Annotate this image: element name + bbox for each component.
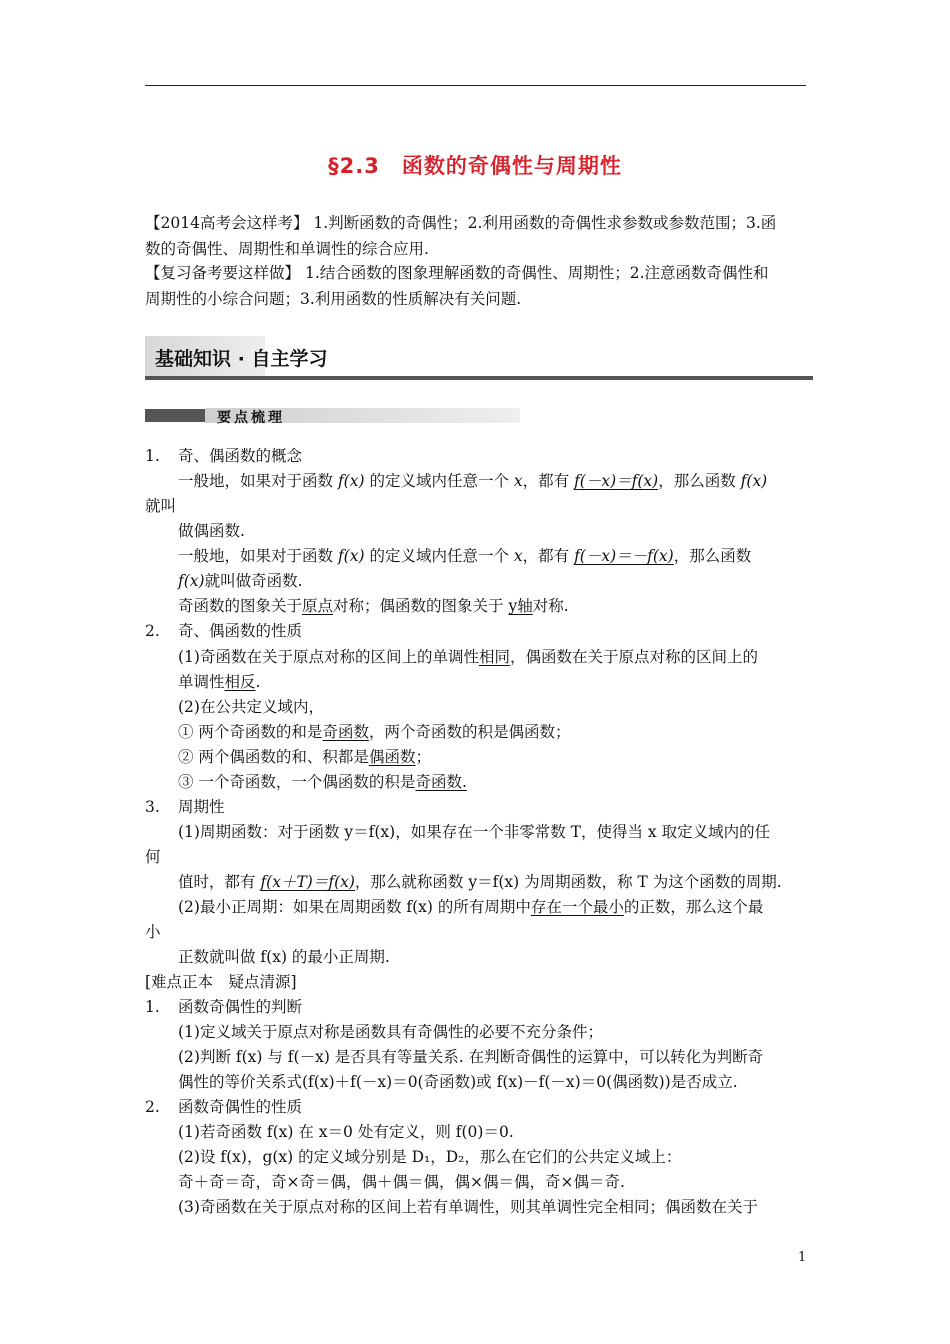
point-2-title: 奇、偶函数的性质 — [178, 622, 303, 640]
point-1-number: 1. — [145, 447, 160, 465]
difficulty-2-line-2: (2)设 f(x)，g(x) 的定义域分别是 D₁，D₂，那么在它们的公共定义域上： — [178, 1148, 682, 1166]
point-3-line-3 — [178, 871, 782, 893]
point-2-line-1 — [178, 646, 758, 668]
point-3-line-2: 何 — [145, 848, 161, 866]
point-3-number: 3. — [145, 798, 160, 816]
page-number: 1 — [798, 1250, 807, 1265]
difficulty-1-title: 函数奇偶性的判断 — [178, 998, 303, 1016]
point-1-line-1 — [178, 470, 767, 492]
band-rule — [145, 376, 813, 380]
review-text-2: 周期性的小综合问题；3.利用函数的性质解决有关问题. — [145, 290, 522, 308]
underlined-answer: 原点 — [302, 597, 334, 615]
difficulty-1-line-2: (2)判断 f(x) 与 f(－x) 是否具有等量关系. 在判断奇偶性的运算中，可以转化为判断奇 — [178, 1048, 764, 1066]
difficulty-1-line-3: 偶性的等价关系式(f(x)＋f(－x)＝0(奇函数)或 f(x)－f(－x)＝0(偶函数))是否成立. — [178, 1073, 738, 1091]
underlined-answer: 偶函数 — [368, 748, 416, 766]
underlined-answer: f(－x)＝－f(x) — [574, 547, 674, 565]
underlined-answer: 相反 — [224, 673, 256, 691]
underlined-answer: f(x＋T)＝f(x) — [260, 873, 355, 891]
underlined-answer: f(－x)＝f(x) — [574, 472, 659, 490]
point-1-line-2: 就叫 — [145, 497, 177, 515]
point-2-line-6 — [178, 771, 467, 793]
exam-label: 【2014高考会这样考】 — [145, 214, 309, 232]
difficulty-2-line-3: 奇＋奇＝奇，奇×奇＝偶，偶＋偶＝偶，偶×偶＝偶，奇×偶＝奇. — [178, 1173, 625, 1191]
point-2-line-5 — [178, 746, 431, 768]
text: 就叫做奇函数. — [204, 572, 303, 590]
text: (1)奇函数在关于原点对称的区间上的单调性 — [178, 648, 479, 666]
point-3-line-5: 小 — [145, 923, 161, 941]
point-1-line-6 — [178, 595, 569, 617]
text: ，偶函数在关于原点对称的区间上的 — [509, 648, 758, 666]
point-2-number: 2. — [145, 622, 160, 640]
text: 奇函数的图象关于 — [178, 597, 303, 615]
text: 的定义域内任意一个 — [364, 472, 514, 490]
text: ，那么就称函数 y＝f(x) 为周期函数，称 T 为这个函数的周期. — [354, 873, 782, 891]
text: 一般地，如果对于函数 — [178, 547, 338, 565]
difficulty-1-line-1: (1)定义域关于原点对称是函数具有奇偶性的必要不充分条件； — [178, 1023, 603, 1041]
math: f(x) — [740, 472, 768, 490]
math: x — [513, 472, 523, 490]
underlined-answer: 相同 — [478, 648, 510, 666]
review-paragraph-line-1 — [145, 262, 769, 284]
text: ③ 一个奇函数，一个偶函数的积是 — [178, 773, 416, 791]
text: (2)最小正周期：如果在周期函数 f(x) 的所有周期中 — [178, 898, 531, 916]
exam-text-1: 1.判断函数的奇偶性；2.利用函数的奇偶性求参数或参数范围；3.函 — [313, 214, 777, 232]
point-3-line-4 — [178, 896, 763, 918]
sub-band — [145, 407, 520, 424]
point-1-line-3: 做偶函数. — [178, 522, 245, 540]
difficulty-2-line-4: (3)奇函数在关于原点对称的区间上若有单调性，则其单调性完全相同；偶函数在关于 — [178, 1198, 758, 1216]
text: 的正数，那么这个最 — [623, 898, 764, 916]
difficulty-2-number: 2. — [145, 1098, 160, 1116]
band-title: 基础知识 · 自主学习 — [155, 348, 328, 370]
exam-paragraph-line-1 — [145, 212, 776, 234]
text: ① 两个奇函数的和是 — [178, 723, 323, 741]
text: 一般地，如果对于函数 — [178, 472, 338, 490]
difficulty-2-title: 函数奇偶性的性质 — [178, 1098, 303, 1116]
exam-text-2: 数的奇偶性、周期性和单调性的综合应用. — [145, 240, 429, 258]
section-band — [145, 336, 813, 380]
point-2-line-2 — [178, 671, 260, 693]
point-1-line-4 — [178, 545, 751, 567]
math: f(x) — [178, 572, 205, 590]
section-title: §2.3 函数的奇偶性与周期性 — [328, 154, 622, 178]
text: ； — [415, 748, 431, 766]
difficulty-2-line-1: (1)若奇函数 f(x) 在 x＝0 处有定义，则 f(0)＝0. — [178, 1123, 514, 1141]
point-3-line-1: (1)周期函数：对于函数 y＝f(x)，如果存在一个非零常数 T，使得当 x 取定义域内的任 — [178, 823, 771, 841]
text: ，都有 — [522, 472, 575, 490]
text: 单调性 — [178, 673, 225, 691]
math: x — [513, 547, 523, 565]
difficulty-heading: [难点正本 疑点清源] — [145, 973, 297, 991]
text: . — [255, 673, 261, 691]
point-2-line-4 — [178, 721, 570, 743]
underlined-answer: 存在一个最小 — [530, 898, 624, 916]
header-rule — [145, 85, 806, 86]
sub-band-dark — [145, 409, 205, 422]
sub-band-label: 要点梳理 — [217, 410, 285, 426]
review-text-1: 1.结合函数的图象理解函数的奇偶性、周期性；2.注意函数奇偶性和 — [304, 264, 769, 282]
point-3-line-6: 正数就叫做 f(x) 的最小正周期. — [178, 948, 390, 966]
review-label: 【复习备考要这样做】 — [145, 264, 301, 282]
math: f(x) — [337, 472, 365, 490]
point-3-title: 周期性 — [178, 798, 225, 816]
math: f(x) — [337, 547, 365, 565]
text: ，那么函数 — [658, 472, 741, 490]
point-2-line-3: (2)在公共定义域内， — [178, 698, 324, 716]
text: 值时，都有 — [178, 873, 261, 891]
underlined-answer: y轴 — [508, 597, 533, 615]
text: 对称. — [532, 597, 569, 615]
text: ，都有 — [522, 547, 575, 565]
difficulty-1-number: 1. — [145, 998, 160, 1016]
point-1-title: 奇、偶函数的概念 — [178, 447, 303, 465]
text: 的定义域内任意一个 — [364, 547, 514, 565]
underlined-answer: 奇函数. — [415, 773, 467, 791]
text: 对称；偶函数的图象关于 — [333, 597, 509, 615]
text: ，两个奇函数的积是偶函数； — [368, 723, 571, 741]
text: ，那么函数 — [673, 547, 752, 565]
point-1-line-5 — [178, 570, 303, 592]
text: ② 两个偶函数的和、积都是 — [178, 748, 369, 766]
underlined-answer: 奇函数 — [322, 723, 369, 741]
